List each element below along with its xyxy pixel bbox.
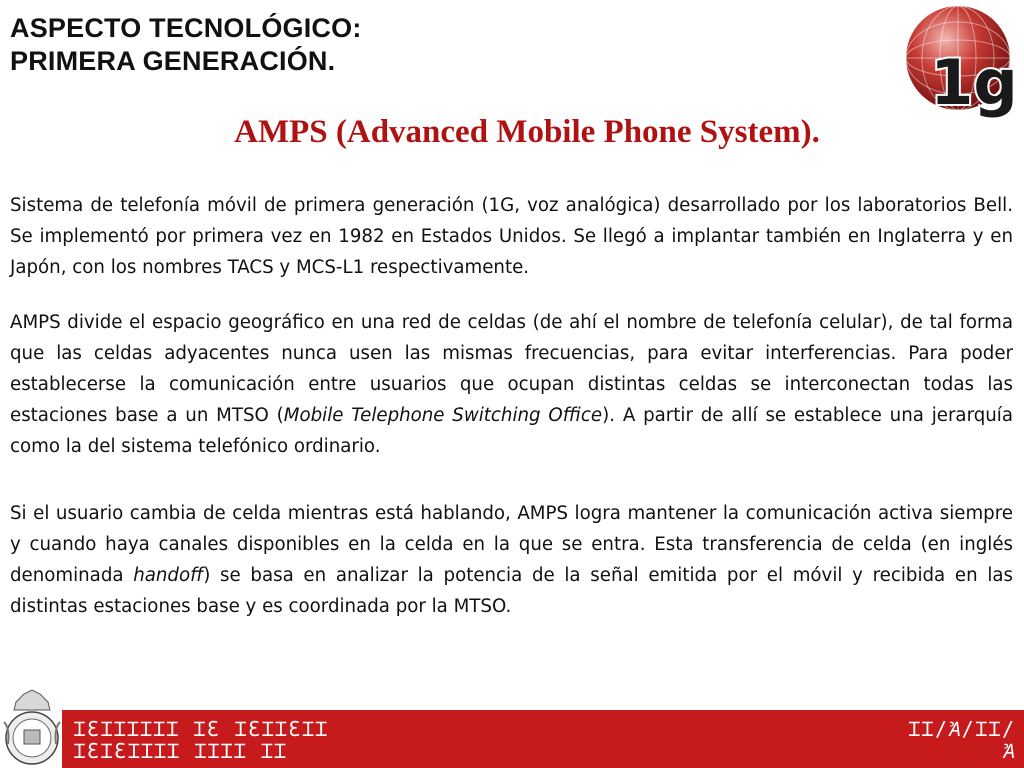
paragraph-cells-italic-1: Mobile Telephone Switching bbox=[283, 405, 541, 426]
paragraph-handoff-text-1: Si el usuario cambia de celda mientras está hablando, AMPS logra mantener la comunicación activa siempre y cuando haya canales disponibles en la celda en la que se entra. Esta transferencia de celda (en inglés denominada bbox=[10, 503, 1013, 586]
footer-left-line-2: ꞮƐꞮƐꞮꞮꞮꞮ ꞮꞮꞮꞮ ꞮꞮ bbox=[74, 739, 288, 763]
paragraph-handoff bbox=[10, 498, 1013, 622]
heading-line-2: PRIMERA GENERACIÓN. bbox=[10, 46, 336, 76]
slide-heading bbox=[10, 12, 362, 78]
footer-page-number: Ꞻ bbox=[1003, 739, 1016, 763]
globe-1g-icon bbox=[902, 2, 1024, 124]
paragraph-handoff-italic: handoff bbox=[133, 565, 204, 586]
footer-left-text bbox=[74, 718, 329, 762]
paragraph-cells bbox=[10, 307, 1013, 462]
paragraph-cells-italic-2: Office bbox=[548, 405, 603, 426]
footer-left-line-1: ꞮƐꞮꞮꞮꞮꞮꞮ ꞮƐ ꞮƐꞮꞮƐꞮꞮ bbox=[74, 717, 329, 741]
university-seal-icon bbox=[0, 688, 64, 768]
globe-badge-text: 1g bbox=[930, 46, 1018, 119]
footer-right-text bbox=[909, 718, 1016, 762]
paragraph-intro: Sistema de telefonía móvil de primera generación (1G, voz analógica) desarrollado por los laboratorios Bell. Se implementó por primera vez en 1982 en Estados Unidos. Se llegó a implantar también en Inglaterra y en Japón, con los nombres TACS y MCS-L1 respectivamente. bbox=[10, 195, 1013, 278]
paragraph-cells-text-1: AMPS divide el espacio geográfico en una red de celdas (de ahí el nombre de telefonía celular), de tal forma que las celdas adyacentes nunca usen las mismas frecuencias, para evitar interferencias. Para poder establecerse la comunicación entre usuarios que ocupan distintas celdas se interconectan todas las estaciones base a un MTSO ( bbox=[10, 312, 1013, 426]
paragraph-cells-text-3: ). A partir de allí se establece una jerarquía como la del sistema telefónico ordinario. bbox=[10, 405, 1014, 457]
footer-bar bbox=[62, 710, 1024, 768]
slide-subtitle: AMPS (Advanced Mobile Phone System). bbox=[234, 114, 820, 150]
paragraph-handoff-text-2: ) se basa en analizar la potencia de la señal emitida por el móvil y recibida en las distintas estaciones base y es coordinada por la MTSO. bbox=[10, 565, 1013, 617]
footer-date: ꞮꞮ/Ꞻ/ꞮꞮ/ bbox=[908, 717, 1016, 741]
heading-line-1: ASPECTO TECNOLÓGICO: bbox=[10, 13, 362, 43]
